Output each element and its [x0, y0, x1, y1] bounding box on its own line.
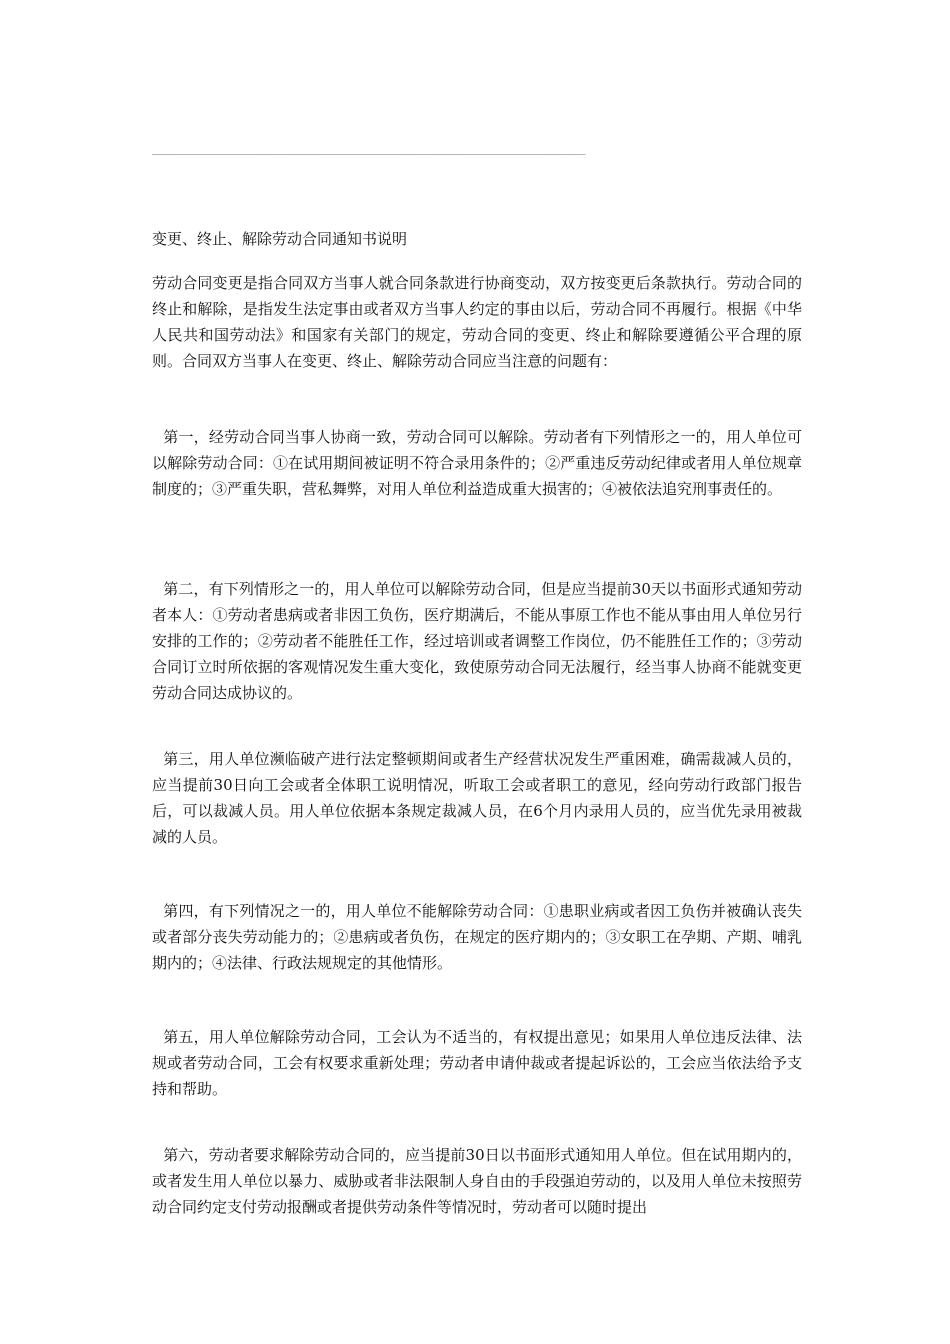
paragraph-third: 第三，用人单位濒临破产进行法定整顿期间或者生产经营状况发生严重困难，确需裁减人员的，应当提前30日向工会或者全体职工说明情况，听取工会或者职工的意见，经向劳动行政部门报告后，可以裁减人员。用人单位依据本条规定裁减人员，在6个月内录用人员的，应当优先录用被裁减的人员。 [152, 750, 802, 846]
separator-line: ________________________________________________________________________ [152, 144, 586, 155]
paragraph-intro: 劳动合同变更是指合同双方当事人就合同条款进行协商变动，双方按变更后条款执行。劳动合同的终止和解除，是指发生法定事由或者双方当事人约定的事由以后，劳动合同不再履行。根据《中华人民共和国劳动法》和国家有关部门的规定，劳动合同的变更、终止和解除要遵循公平合理的原则。合同双方当事人在变更、终止、解除劳动合同应当注意的问题有： [152, 274, 802, 370]
paragraph-fourth: 第四，有下列情况之一的，用人单位不能解除劳动合同：①患职业病或者因工负伤并被确认丧失或者部分丧失劳动能力的；②患病或者负伤，在规定的医疗期内的；③女职工在孕期、产期、哺乳期内的；④法律、行政法规规定的其他情形。 [152, 902, 802, 972]
paragraph-fifth: 第五，用人单位解除劳动合同，工会认为不适当的，有权提出意见；如果用人单位违反法律、法规或者劳动合同，工会有权要求重新处理；劳动者申请仲裁或者提起诉讼的，工会应当依法给予支持和帮助。 [152, 1028, 802, 1098]
paragraph-second: 第二，有下列情形之一的，用人单位可以解除劳动合同，但是应当提前30天以书面形式通知劳动者本人：①劳动者患病或者非因工负伤，医疗期满后，不能从事原工作也不能从事由用人单位另行安排的工作的；②劳动者不能胜任工作，经过培训或者调整工作岗位，仍不能胜任工作的；③劳动合同订立时所依据的客观情况发生重大变化，致使原劳动合同无法履行，经当事人协商不能就变更劳动合同达成协议的。 [152, 580, 802, 702]
paragraph-sixth: 第六，劳动者要求解除劳动合同的，应当提前30日以书面形式通知用人单位。但在试用期内的，或者发生用人单位以暴力、威胁或者非法限制人身自由的手段强迫劳动的，以及用人单位未按照劳动合同约定支付劳动报酬或者提供劳动条件等情况时，劳动者可以随时提出 [152, 1146, 802, 1216]
paragraph-first: 第一，经劳动合同当事人协商一致，劳动合同可以解除。劳动者有下列情形之一的，用人单位可以解除劳动合同：①在试用期间被证明不符合录用条件的；②严重违反劳动纪律或者用人单位规章制度的；③严重失职，营私舞弊，对用人单位利益造成重大损害的；④被依法追究刑事责任的。 [152, 428, 802, 498]
document-title: 变更、终止、解除劳动合同通知书说明 [152, 230, 408, 248]
